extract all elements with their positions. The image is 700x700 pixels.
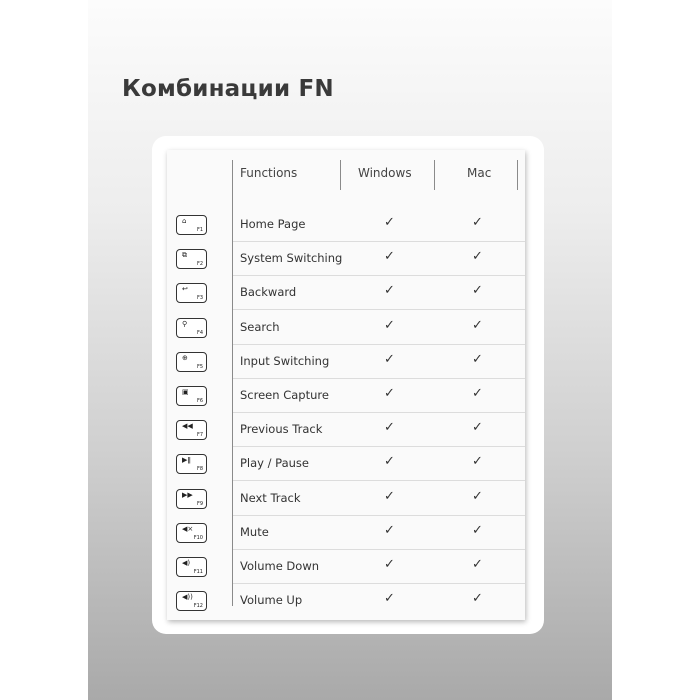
fn-key-label: F7 <box>196 432 203 439</box>
header-divider <box>340 160 341 190</box>
function-name: Next Track <box>240 490 301 505</box>
table-row <box>167 207 525 241</box>
table-row <box>167 241 525 275</box>
fn-key-label: F9 <box>196 500 203 507</box>
table-row <box>167 275 525 309</box>
windows-check-icon: ✓ <box>384 249 395 265</box>
windows-check-icon: ✓ <box>384 420 395 436</box>
header-mac: Mac <box>467 166 492 180</box>
windows-check-icon: ✓ <box>384 351 395 367</box>
fn-key-label: F1 <box>196 227 203 233</box>
fn-key-label: F4 <box>196 329 203 336</box>
rewind-icon: ◀◀ <box>182 422 193 431</box>
fn-key-label: F5 <box>196 363 203 370</box>
windows-check-icon: ✓ <box>384 522 395 538</box>
mac-check-icon: ✓ <box>472 351 483 367</box>
fn-key-label: F10 <box>193 534 203 541</box>
home-icon: ⌂ <box>182 217 187 225</box>
windows-check-icon: ✓ <box>384 488 395 504</box>
function-name: Backward <box>240 285 297 300</box>
fn-key-label: F3 <box>196 295 203 302</box>
fn-key-f12 <box>176 591 207 611</box>
table-row <box>167 481 525 515</box>
windows-check-icon: ✓ <box>384 283 395 299</box>
mac-check-icon: ✓ <box>472 522 483 538</box>
mute-icon: ◀× <box>182 524 194 533</box>
mac-check-icon: ✓ <box>472 557 483 572</box>
windows-check-icon: ✓ <box>384 215 395 230</box>
mac-check-icon: ✓ <box>472 488 483 504</box>
mac-check-icon: ✓ <box>472 591 483 607</box>
play-pause-icon: ▶ǁ <box>182 456 191 465</box>
table-row <box>167 344 525 378</box>
table-row <box>167 583 525 617</box>
header-windows: Windows <box>358 166 412 180</box>
fn-key-label: F12 <box>193 603 203 610</box>
table-row <box>167 515 525 549</box>
table-row <box>167 446 525 480</box>
windows-check-icon: ✓ <box>384 386 395 401</box>
fn-key-f3 <box>176 283 207 303</box>
globe-icon: ⊕ <box>182 353 188 362</box>
table-row <box>167 412 525 446</box>
fn-key-label: F11 <box>193 569 203 575</box>
windows-check-icon: ✓ <box>384 454 395 470</box>
function-name: Input Switching <box>240 353 330 368</box>
search-icon: ⚲ <box>182 319 188 328</box>
fn-key-f1 <box>176 215 207 235</box>
function-name: Home Page <box>240 217 306 231</box>
fn-key-f7 <box>176 420 207 440</box>
header-functions: Functions <box>240 166 298 180</box>
page-title: Комбинации FN <box>122 76 334 102</box>
table-row <box>167 310 525 344</box>
function-name: Search <box>240 319 280 334</box>
volume-down-icon: ◀) <box>182 559 191 567</box>
mac-check-icon: ✓ <box>472 420 483 436</box>
back-arrow-icon: ↩ <box>182 285 188 294</box>
mac-check-icon: ✓ <box>472 317 483 333</box>
windows-check-icon: ✓ <box>384 591 395 607</box>
content-card <box>152 136 544 634</box>
windows-check-icon: ✓ <box>384 557 395 572</box>
mac-check-icon: ✓ <box>472 249 483 265</box>
function-name: System Switching <box>240 251 343 266</box>
header-divider <box>434 160 435 190</box>
fn-key-label: F2 <box>196 261 203 268</box>
fn-key-f5 <box>176 352 207 372</box>
fn-combinations-table <box>167 150 525 620</box>
header-divider <box>517 160 518 190</box>
fn-key-f11 <box>176 557 207 577</box>
mac-check-icon: ✓ <box>472 283 483 299</box>
fast-forward-icon: ▶▶ <box>182 490 193 499</box>
fn-key-f6 <box>176 386 207 406</box>
table-row <box>167 378 525 412</box>
fn-key-f2 <box>176 249 207 269</box>
fn-key-f8 <box>176 454 207 474</box>
fn-key-f4 <box>176 318 207 338</box>
function-name: Volume Down <box>240 559 320 573</box>
function-name: Volume Up <box>240 593 303 608</box>
window-switch-icon: ⧉ <box>182 251 187 260</box>
mac-check-icon: ✓ <box>472 386 483 401</box>
function-name: Play / Pause <box>240 456 309 471</box>
windows-check-icon: ✓ <box>384 317 395 333</box>
fn-key-label: F6 <box>196 398 203 404</box>
table-row <box>167 549 525 583</box>
volume-up-icon: ◀)) <box>182 593 193 602</box>
mac-check-icon: ✓ <box>472 454 483 470</box>
function-name: Previous Track <box>240 422 323 437</box>
function-name: Mute <box>240 524 269 539</box>
function-name: Screen Capture <box>240 388 329 402</box>
mac-check-icon: ✓ <box>472 215 483 230</box>
fn-key-label: F8 <box>196 466 203 473</box>
fn-key-f9 <box>176 489 207 509</box>
camera-icon: ▣ <box>182 388 189 396</box>
fn-key-f10 <box>176 523 207 543</box>
